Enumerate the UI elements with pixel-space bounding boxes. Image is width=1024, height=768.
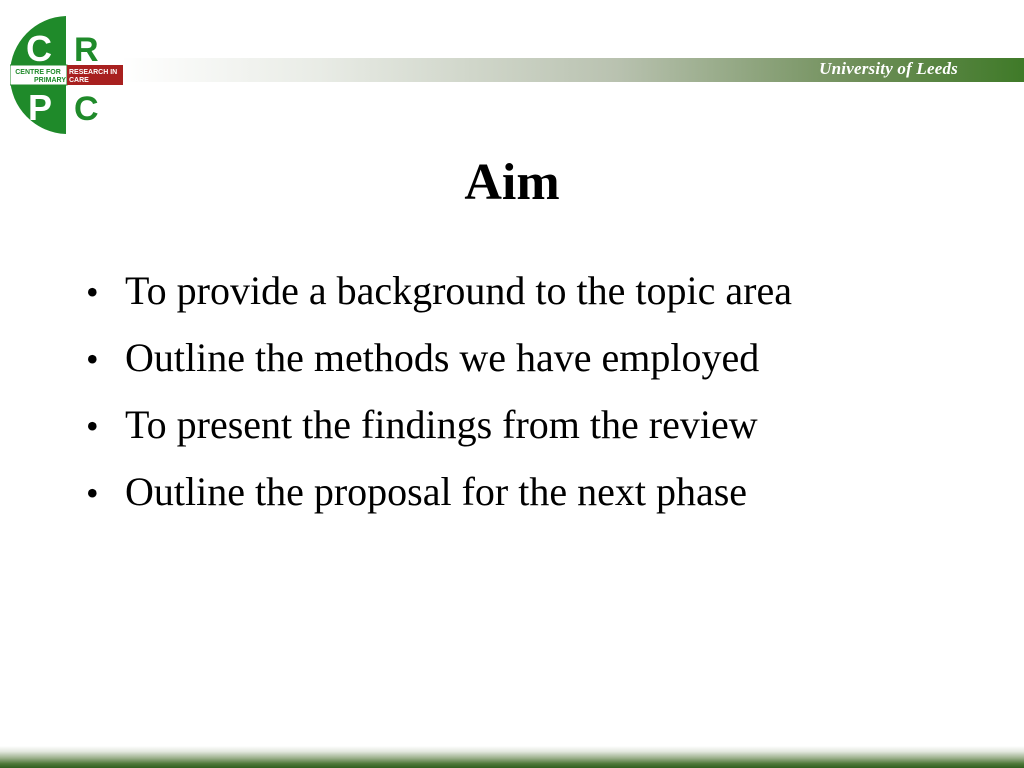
bullet-text: Outline the proposal for the next phase bbox=[125, 469, 748, 514]
bullet-item bbox=[86, 459, 792, 526]
logo-letter-c-top: C bbox=[26, 28, 52, 69]
bullet-icon: • bbox=[86, 406, 99, 446]
logo-text-centre-for: CENTRE FOR bbox=[15, 69, 61, 76]
bullet-item bbox=[86, 392, 792, 459]
bullet-item bbox=[86, 258, 792, 325]
logo-text-care: CARE bbox=[69, 77, 89, 84]
footer-gradient-band bbox=[0, 746, 1024, 768]
university-label: University of Leeds bbox=[819, 59, 958, 78]
slide-title: Aim bbox=[464, 154, 560, 211]
bullet-icon: • bbox=[86, 339, 99, 379]
bullet-text: To present the findings from the review bbox=[125, 402, 758, 447]
bullet-text: To provide a background to the topic area bbox=[125, 268, 792, 313]
logo-text-research-in: RESEARCH IN bbox=[69, 69, 118, 76]
logo-text-primary: PRIMARY bbox=[33, 77, 67, 84]
bullet-text: Outline the methods we have employed bbox=[125, 335, 760, 380]
bullet-list bbox=[86, 258, 792, 526]
logo-letter-p: P bbox=[28, 87, 53, 128]
logo-letter-r: R bbox=[74, 31, 99, 69]
bullet-icon: • bbox=[86, 272, 99, 312]
crpc-logo bbox=[10, 16, 126, 134]
bullet-item bbox=[86, 325, 792, 392]
bullet-icon: • bbox=[86, 473, 99, 513]
logo-letter-c-bottom: C bbox=[74, 90, 99, 128]
